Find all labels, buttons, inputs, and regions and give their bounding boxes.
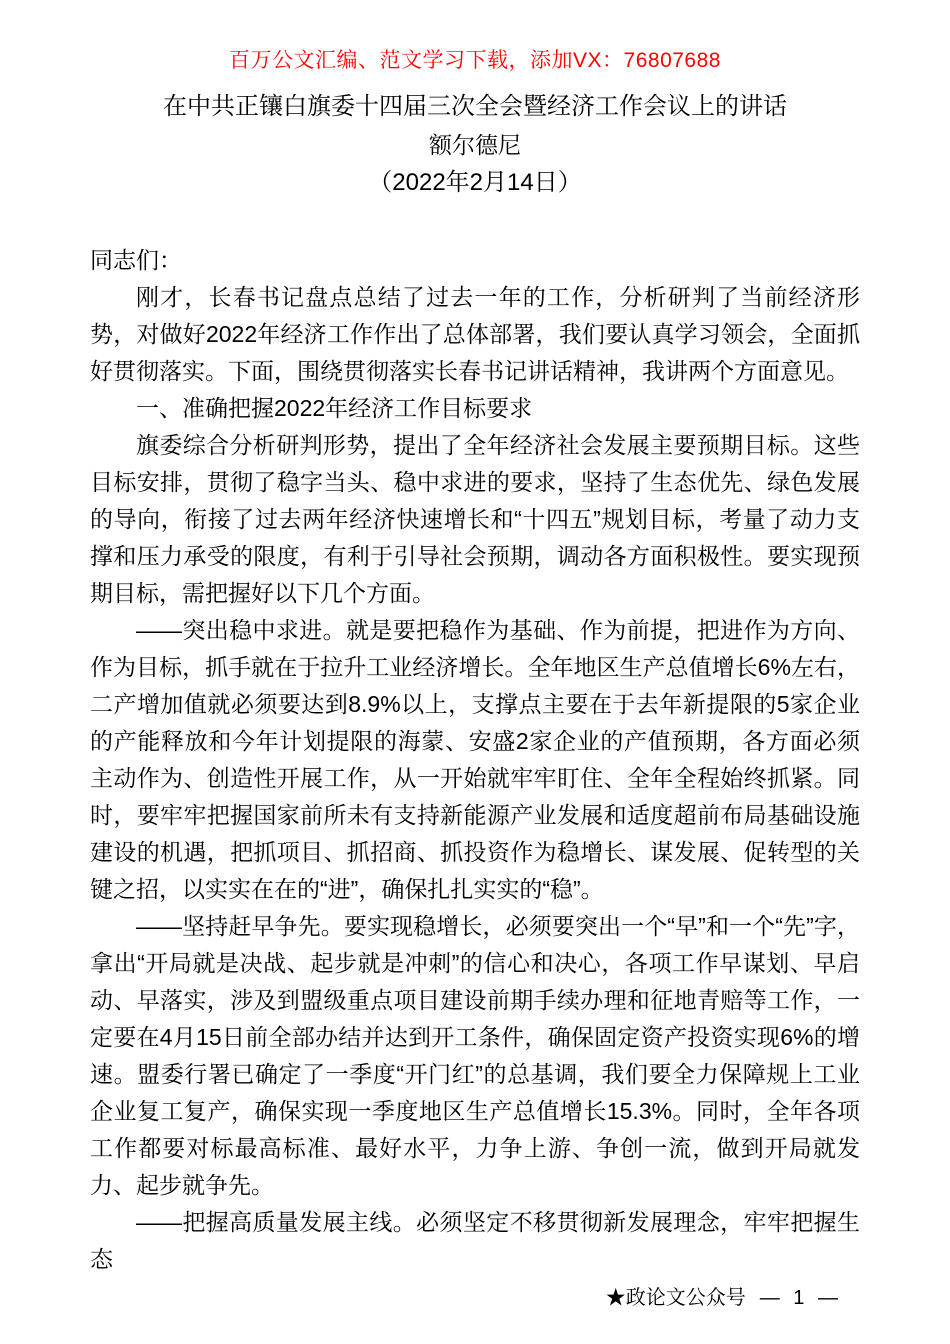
title-block	[0, 88, 950, 202]
header-notice: 百万公文汇编、范文学习下载，添加VX：76807688	[229, 49, 721, 72]
paragraph-stability: ——突出稳中求进。就是要把稳作为基础、作为前提，把进作为方向、作为目标，抓手就在于拉升工业经济增长。全年地区生产总值增长6%左右，二产增加值就必须要达到8.9%以上，支撑点主要在于去年新提限的5家企业的产能释放和今年计划提限的海蒙、安盛2家企业的产值预期，各方面必须主动作为、创造性开展工作，从一开始就牢牢盯住、全年全程始终抓紧。同时，要牢牢把握国家前所未有支持新能源产业发展和适度超前布局基础设施建设的机遇，把抓项目、抓招商、抓投资作为稳增长、谋发展、促转型的关键之招，以实实在在的“进”，确保扎扎实实的“稳”。	[90, 617, 860, 902]
paragraph-intro: 刚才，长春书记盘点总结了过去一年的工作，分析研判了当前经济形势，对做好2022年经济工作作出了总体部署，我们要认真学习领会，全面抓好贯彻落实。下面，围绕贯彻落实长春书记讲话精神，我讲两个方面意见。	[90, 284, 860, 384]
author-name: 额尔德尼	[429, 132, 521, 158]
paragraph-early-start: ——坚持赶早争先。要实现稳增长，必须要突出一个“早”和一个“先”字，拿出“开局就是决战、起步就是冲刺”的信心和决心，各项工作早谋划、早启动、早落实，涉及到盟级重点项目建设前期手续办理和征地青赔等工作，一定要在4月15日前全部办结并达到开工条件，确保固定资产投资实现6%的增速。盟委行署已确定了一季度“开门红”的总基调，我们要全力保障规上工业企业复工复产，确保实现一季度地区生产总值增长15.3%。同时，全年各项工作都要对标最高标准、最好水平，力争上游、争创一流，做到开局就发力、起步就争先。	[90, 913, 860, 1198]
salutation: 同志们：	[90, 247, 182, 273]
page-footer	[606, 1281, 842, 1310]
footer-brand: ★政论文公众号	[605, 1287, 746, 1309]
page-number: — 1 —	[759, 1287, 842, 1309]
paragraph-targets: 旗委综合分析研判形势，提出了全年经济社会发展主要预期目标。这些目标安排，贯彻了稳字当头、稳中求进的要求，坚持了生态优先、绿色发展的导向，衔接了过去两年经济快速增长和“十四五”规划目标，考量了动力支撑和压力承受的限度，有利于引导社会预期，调动各方面积极性。要实现预期目标，需把握好以下几个方面。	[90, 432, 860, 606]
document-title: 在中共正镶白旗委十四届三次全会暨经济工作会议上的讲话	[163, 93, 787, 120]
document-body	[90, 242, 860, 1278]
paragraph-high-quality: ——把握高质量发展主线。必须坚定不移贯彻新发展理念，牢牢把握生态	[90, 1209, 860, 1272]
speech-date: （2022年2月14日）	[368, 169, 582, 196]
section-heading-1: 一、准确把握2022年经济工作目标要求	[136, 395, 533, 421]
